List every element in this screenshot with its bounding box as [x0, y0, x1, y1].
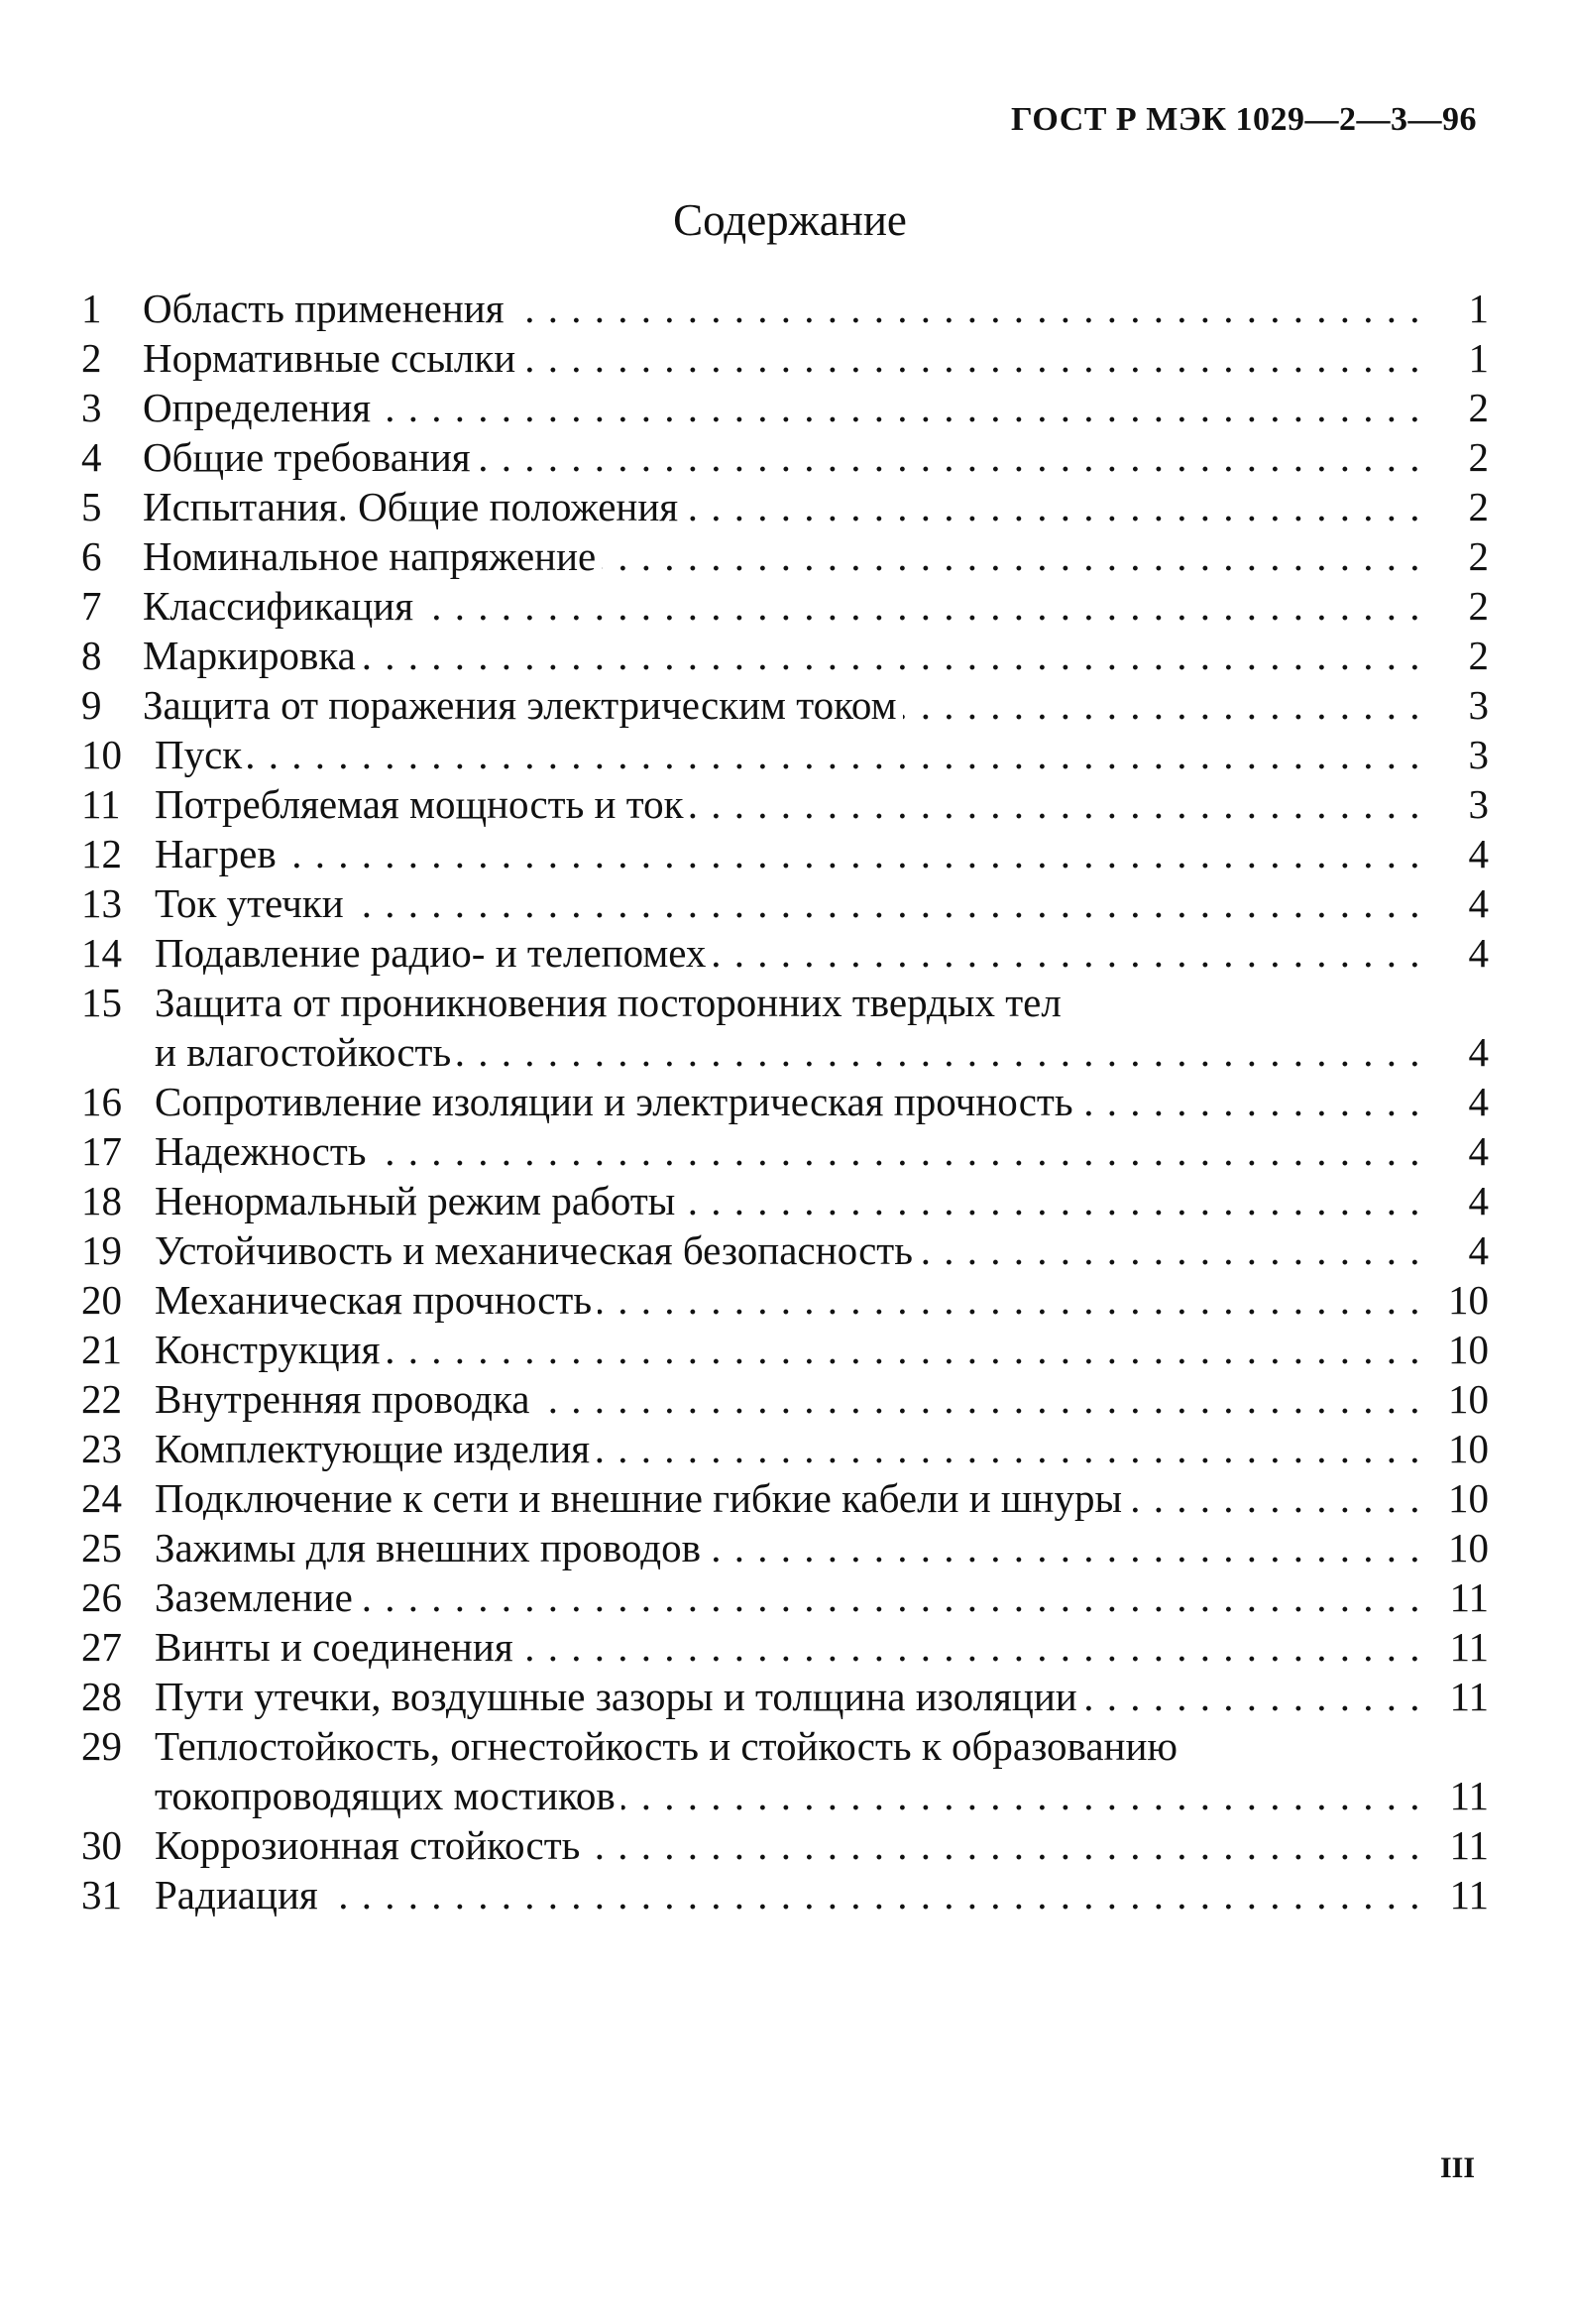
toc-entry: [81, 878, 1489, 928]
toc-entry-page: 10: [1448, 1327, 1489, 1372]
toc-entry-title-line: Надежность: [155, 1128, 367, 1174]
toc-entry-page: 10: [1448, 1475, 1489, 1521]
toc-entry-page: 11: [1449, 1674, 1489, 1719]
dot-leader: [350, 878, 1421, 928]
toc-entry-title: [143, 482, 1427, 531]
toc-entry-title-line: Внутренняя проводка: [155, 1376, 530, 1422]
toc-entry-number: 14: [81, 930, 122, 976]
toc-entry-title: [155, 829, 1427, 878]
dot-leader: [535, 1374, 1421, 1424]
toc-entry-title-line: Область применения: [143, 286, 505, 331]
toc-entry-title: [155, 1126, 1427, 1176]
dot-leader: [282, 829, 1421, 878]
toc-entry-page: 3: [1468, 732, 1489, 777]
dot-leader: [362, 631, 1421, 680]
toc-entry-title: [155, 1672, 1427, 1721]
toc-entry-title-line: Коррозионная стойкость: [155, 1822, 581, 1868]
toc-entry-title: [143, 432, 1427, 482]
dot-leader: [1128, 1473, 1421, 1523]
toc-entry-title: [155, 928, 1427, 978]
toc-entry: [81, 928, 1489, 978]
toc-entry-title-line: Испытания. Общие положения: [143, 484, 679, 529]
toc-entry-title-line: Номинальное напряжение: [143, 533, 597, 579]
toc-entry-title: [155, 1870, 1427, 1919]
toc-entry-title-line: Конструкция: [155, 1327, 381, 1372]
dot-leader: [712, 928, 1421, 978]
toc-entry-page: 2: [1468, 385, 1489, 430]
toc-entry-page: 4: [1468, 1079, 1489, 1124]
dot-leader: [372, 1126, 1421, 1176]
toc-entry-title-line: Зажимы для внешних проводов: [155, 1525, 701, 1570]
toc-entry-number: 23: [81, 1426, 122, 1471]
dot-leader: [919, 1225, 1421, 1275]
toc-entry-page: 1: [1468, 335, 1489, 381]
dot-leader: [457, 1027, 1421, 1077]
toc-entry-number: 22: [81, 1376, 122, 1422]
toc-entry: [81, 1870, 1489, 1919]
dot-leader: [596, 1424, 1421, 1473]
page-number: III: [1439, 2151, 1475, 2184]
toc-entry: [81, 531, 1489, 581]
toc-entry-title: [155, 1572, 1427, 1622]
toc-entry-title-line: Винты и соединения: [155, 1624, 513, 1670]
toc-entry: [81, 631, 1489, 680]
toc-entry: [81, 1176, 1489, 1225]
toc-entry-title-line: Защита от проникновения посторонних твердых тел: [155, 980, 1062, 1025]
toc-entry-title: [155, 1820, 1427, 1870]
toc-entry-page: 4: [1468, 1128, 1489, 1174]
toc-entry-number: 3: [81, 385, 102, 430]
toc-entry-title: [155, 978, 1427, 1077]
toc-entry-number: 26: [81, 1574, 122, 1620]
toc-entry: [81, 1572, 1489, 1622]
toc-entry: [81, 1523, 1489, 1572]
toc-entry: [81, 829, 1489, 878]
toc-entry-title: [143, 581, 1427, 631]
toc-entry-title: [155, 779, 1427, 829]
toc-entry-title-line: Механическая прочность: [155, 1277, 593, 1323]
toc-entry-number: 7: [81, 583, 102, 629]
toc-entry: [81, 680, 1489, 730]
toc-entry-title: [143, 531, 1427, 581]
toc-entry-title: [155, 1275, 1427, 1325]
toc-entry: [81, 1622, 1489, 1672]
toc-entry-page: 10: [1448, 1376, 1489, 1422]
toc-entry-number: 8: [81, 633, 102, 678]
toc-entry-number: 15: [81, 980, 122, 1025]
toc-entry-number: 6: [81, 533, 102, 579]
document-header: ГОСТ Р МЭК 1029—2—3—96: [1011, 101, 1477, 138]
toc-entry-page: 2: [1468, 434, 1489, 480]
dot-leader: [359, 1572, 1421, 1622]
toc-entry-number: 25: [81, 1525, 122, 1570]
dot-leader: [510, 284, 1421, 333]
toc-entry-title-line: Пуск: [155, 732, 243, 777]
dot-leader: [602, 531, 1421, 581]
toc-entry: [81, 284, 1489, 333]
toc-entry-page: 4: [1468, 1178, 1489, 1223]
toc-entry-page: 11: [1449, 1574, 1489, 1620]
toc-entry: [81, 432, 1489, 482]
toc-entry-number: 28: [81, 1674, 122, 1719]
toc-entry-title: [155, 1374, 1427, 1424]
toc-entry-title: [155, 730, 1427, 779]
toc-entry-title-line: Пути утечки, воздушные зазоры и толщина изоляции: [155, 1674, 1077, 1719]
toc-entry-title-line: Определения: [143, 385, 372, 430]
toc-entry-title: [155, 1622, 1427, 1672]
toc-entry-page: 4: [1468, 1227, 1489, 1273]
toc-entry-title-line: токопроводящих мостиков: [155, 1773, 616, 1818]
toc-entry-title-line: Сопротивление изоляции и электрическая прочность: [155, 1079, 1073, 1124]
toc-entry-title: [155, 1473, 1427, 1523]
toc-entry-title-line: Классификация: [143, 583, 414, 629]
toc-entry-page: 4: [1468, 1029, 1489, 1075]
toc-entry-page: 4: [1468, 831, 1489, 876]
toc-entry-page: 11: [1449, 1872, 1489, 1917]
toc-entry-title-line: Устойчивость и механическая безопасность: [155, 1227, 913, 1273]
dot-leader: [621, 1771, 1421, 1820]
dot-leader: [903, 680, 1421, 730]
toc-entry-title-line: и влагостойкость: [155, 1029, 452, 1075]
toc-entry-page: 2: [1468, 484, 1489, 529]
toc-entry-title-line: Заземление: [155, 1574, 353, 1620]
dot-leader: [690, 779, 1421, 829]
toc-entry-title: [155, 1424, 1427, 1473]
toc-entry: [81, 383, 1489, 432]
toc-entry-page: 10: [1448, 1426, 1489, 1471]
toc-entry-number: 11: [81, 781, 121, 827]
toc-entry-number: 1: [81, 286, 102, 331]
toc-entry-page: 2: [1468, 533, 1489, 579]
toc-entry-number: 5: [81, 484, 102, 529]
toc-entry-title: [155, 1325, 1427, 1374]
toc-entry: [81, 1225, 1489, 1275]
toc-entry-page: 10: [1448, 1277, 1489, 1323]
table-of-contents: [81, 284, 1489, 1919]
toc-entry-number: 24: [81, 1475, 122, 1521]
toc-entry-page: 1: [1468, 286, 1489, 331]
dot-leader: [1079, 1077, 1421, 1126]
toc-entry-title: [155, 1176, 1427, 1225]
dot-leader: [324, 1870, 1421, 1919]
page-title: Содержание: [673, 195, 907, 245]
toc-entry-title: [143, 284, 1427, 333]
toc-entry-page: 4: [1468, 880, 1489, 926]
toc-entry-title: [143, 333, 1427, 383]
toc-entry-number: 18: [81, 1178, 122, 1223]
toc-entry-number: 16: [81, 1079, 122, 1124]
toc-entry-title: [155, 878, 1427, 928]
dot-leader: [377, 383, 1421, 432]
toc-entry-title: [143, 631, 1427, 680]
toc-entry: [81, 581, 1489, 631]
dot-leader: [519, 1622, 1421, 1672]
toc-entry-title-line: Ненормальный режим работы: [155, 1178, 676, 1223]
toc-entry-number: 21: [81, 1327, 122, 1372]
toc-entry: [81, 779, 1489, 829]
toc-entry-number: 19: [81, 1227, 122, 1273]
toc-entry-number: 2: [81, 335, 102, 381]
toc-entry-title-line: Теплостойкость, огнестойкость и стойкость к образованию: [155, 1723, 1179, 1769]
toc-entry: [81, 1424, 1489, 1473]
toc-entry: [81, 1325, 1489, 1374]
toc-entry: [81, 978, 1489, 1077]
toc-entry-title-line: Общие требования: [143, 434, 471, 480]
toc-entry: [81, 1077, 1489, 1126]
dot-leader: [1083, 1672, 1421, 1721]
dot-leader: [598, 1275, 1421, 1325]
dot-leader: [684, 482, 1421, 531]
toc-entry: [81, 482, 1489, 531]
toc-entry-number: 10: [81, 732, 122, 777]
toc-entry: [81, 1473, 1489, 1523]
toc-entry-page: 10: [1448, 1525, 1489, 1570]
toc-entry-number: 13: [81, 880, 122, 926]
toc-entry: [81, 1721, 1489, 1820]
toc-entry-title: [143, 383, 1427, 432]
toc-entry: [81, 1672, 1489, 1721]
toc-entry-number: 29: [81, 1723, 122, 1769]
toc-entry-page: 11: [1449, 1773, 1489, 1818]
toc-entry-title: [155, 1721, 1427, 1820]
toc-entry-page: 11: [1449, 1624, 1489, 1670]
toc-entry-title-line: Потребляемая мощность и ток: [155, 781, 684, 827]
toc-entry-title-line: Нормативные ссылки: [143, 335, 516, 381]
toc-entry-number: 30: [81, 1822, 122, 1868]
toc-entry: [81, 730, 1489, 779]
toc-entry-page: 3: [1468, 682, 1489, 728]
toc-entry-page: 3: [1468, 781, 1489, 827]
toc-entry-title: [155, 1225, 1427, 1275]
dot-leader: [477, 432, 1421, 482]
toc-entry-title-line: Нагрев: [155, 831, 277, 876]
toc-entry-title: [155, 1523, 1427, 1572]
dot-leader: [521, 333, 1421, 383]
toc-entry-number: 31: [81, 1872, 122, 1917]
dot-leader: [248, 730, 1421, 779]
dot-leader: [386, 1325, 1421, 1374]
toc-entry-page: 11: [1449, 1822, 1489, 1868]
toc-entry: [81, 1126, 1489, 1176]
toc-entry-page: 2: [1468, 633, 1489, 678]
toc-entry: [81, 1820, 1489, 1870]
toc-entry-page: 2: [1468, 583, 1489, 629]
dot-leader: [681, 1176, 1421, 1225]
dot-leader: [586, 1820, 1421, 1870]
toc-entry-number: 20: [81, 1277, 122, 1323]
toc-entry: [81, 1275, 1489, 1325]
toc-entry-number: 17: [81, 1128, 122, 1174]
toc-entry-page: 4: [1468, 930, 1489, 976]
toc-entry-number: 4: [81, 434, 102, 480]
dot-leader: [707, 1523, 1421, 1572]
toc-entry: [81, 333, 1489, 383]
toc-entry-title-line: Подключение к сети и внешние гибкие кабели и шнуры: [155, 1475, 1122, 1521]
toc-entry-title: [155, 1077, 1427, 1126]
toc-entry-title-line: Ток утечки: [155, 880, 344, 926]
toc-entry-title-line: Комплектующие изделия: [155, 1426, 591, 1471]
toc-entry-number: 27: [81, 1624, 122, 1670]
toc-entry: [81, 1374, 1489, 1424]
toc-entry-title-line: Защита от поражения электрическим током: [143, 682, 897, 728]
toc-entry-number: 12: [81, 831, 122, 876]
toc-entry-title: [143, 680, 1427, 730]
toc-entry-title-line: Маркировка: [143, 633, 356, 678]
toc-entry-title-line: Радиация: [155, 1872, 318, 1917]
dot-leader: [419, 581, 1421, 631]
toc-entry-title-line: Подавление радио- и телепомех: [155, 930, 707, 976]
toc-entry-number: 9: [81, 682, 102, 728]
